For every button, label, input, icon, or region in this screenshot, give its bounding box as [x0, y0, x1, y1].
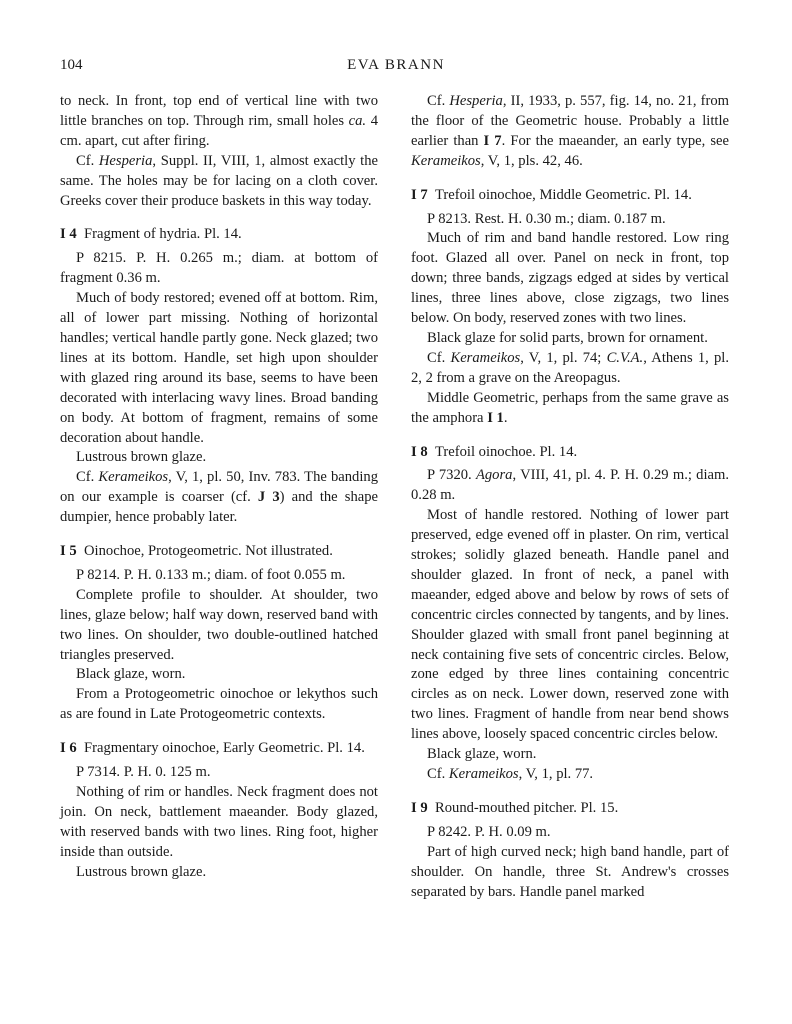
- entry-measurements: P 7314. P. H. 0. 125 m.: [76, 764, 211, 781]
- catalog-entry-i4: [60, 225, 378, 528]
- entry-title: Fragmentary oinochoe, Early Geometric. Pl. 14.: [84, 740, 365, 757]
- entry-description: Most of handle restored. Nothing of lower part preserved, edge evened off in plaster. On rim, vertical strokes; solidly glazed beneath. Handle panel and shoulder glazed. In front of neck, a panel with maeander, edged above and below by rows of sets of concentric circles connected by tangents, and by lines. Shoulder glazed with small front panel beginning at neck containing five sets of concentric circles. Below, zone edged by three lines containing concentric circles as on neck. Lower down, reserved zone with two lines. Fragment of handle from near bend shows lines above, loosely spaced concentric circles below.: [411, 507, 729, 743]
- entry-description: Much of body restored; evened off at bottom. Rim, all of lower part missing. Nothing of horizontal handles; vertical handle partly gone. Neck glazed; two lines at its bottom. Handle, set high upon shoulder with glazed ring around its base, seems to have been decorated with interlacing wavy lines. Broad banding on body. At bottom of fragment, remains of some decoration about handle.: [60, 290, 378, 446]
- entry-measurements: P 8213. Rest. H. 0.30 m.; diam. 0.187 m.: [427, 210, 666, 227]
- entry-comparanda: From a Protogeometric oinochoe or lekythos such as are found in Late Protogeometric contexts.: [60, 686, 378, 723]
- entry-glaze: Lustrous brown glaze.: [76, 449, 207, 466]
- entry-id: I 5: [60, 543, 77, 560]
- continued-paragraph-cf: Cf. Hesperia, Suppl. II, VIII, 1, almost exactly the same. The holes may be for lacing on a cloth cover. Greeks cover their produce baskets in this way today.: [60, 152, 378, 209]
- entry-id: I 6: [60, 740, 77, 757]
- catalog-entry-i8: [411, 443, 729, 785]
- right-column: [411, 92, 729, 902]
- entry-id: I 9: [411, 799, 428, 816]
- entry-glaze: Lustrous brown glaze.: [76, 863, 207, 880]
- entry-id: I 7: [411, 186, 428, 203]
- entry-title: Trefoil oinochoe. Pl. 14.: [435, 443, 578, 460]
- entry-title: Oinochoe, Protogeometric. Not illustrated.: [84, 543, 333, 560]
- page-number: 104: [60, 57, 83, 73]
- entry-glaze: Black glaze, worn.: [427, 746, 537, 763]
- entry-id: I 4: [60, 226, 77, 243]
- entry-dating: Middle Geometric, perhaps from the same grave as the amphora I 1.: [411, 389, 729, 426]
- entry-description: Much of rim and band handle restored. Low ring foot. Glazed all over. Panel on neck in front, top down; three bands, zigzags edged at sides by vertical lines, three lines above, close zigzags, two lines below. On body, reserved zones with two lines.: [411, 230, 729, 327]
- entry-title: Round-mouthed pitcher. Pl. 15.: [435, 799, 619, 816]
- catalog-entry-i9: [411, 799, 729, 903]
- entry-measurements: P 8215. P. H. 0.265 m.; diam. at bottom of fragment 0.36 m.: [60, 250, 378, 287]
- continued-paragraph: to neck. In front, top end of vertical line with two little branches on top. Through rim, small holes ca. 4 cm. apart, cut after firing.: [60, 93, 378, 149]
- entry-description: Part of high curved neck; high band handle, part of shoulder. On handle, three St. Andrew's crosses separated by bars. Handle panel marked: [411, 843, 729, 900]
- entry-id: I 8: [411, 443, 428, 460]
- entry-description: Nothing of rim or handles. Neck fragment does not join. On neck, battlement maeander. Body glazed, with reserved bands with two lines. Ring foot, higher inside than outside.: [60, 784, 378, 860]
- running-title: EVA BRANN: [347, 57, 445, 73]
- catalog-entry-i6: [60, 739, 378, 882]
- entry-glaze: Black glaze, worn.: [76, 666, 186, 683]
- entry-measurements: P 8242. P. H. 0.09 m.: [427, 823, 551, 840]
- entry-measurements: P 7320. Agora, VIII, 41, pl. 4. P. H. 0.29 m.; diam. 0.28 m.: [411, 467, 729, 504]
- entry-comparanda: Cf. Kerameikos, V, 1, pl. 74; C.V.A., Athens 1, pl. 2, 2 from a grave on the Areopagus.: [411, 349, 730, 386]
- catalog-entry-i7: [411, 186, 729, 429]
- left-column: [60, 92, 378, 883]
- entry-comparanda: Cf. Kerameikos, V, 1, pl. 50, Inv. 783. The banding on our example is coarser (cf. J 3) and the shape dumpier, hence probably later.: [60, 469, 378, 526]
- catalog-entry-i5: [60, 542, 378, 725]
- continued-paragraph: Cf. Hesperia, II, 1933, p. 557, fig. 14, no. 21, from the floor of the Geometric house. Probably a little earlier than I 7. For the maeander, an early type, see Kerameikos, V, 1, pls. 42, 46.: [411, 93, 730, 169]
- entry-comparanda: Cf. Kerameikos, V, 1, pl. 77.: [427, 766, 594, 782]
- entry-description: Complete profile to shoulder. At shoulder, two lines, glaze below; half way down, reserved band with two lines. On shoulder, two double-outlined hatched triangles preserved.: [60, 586, 378, 663]
- entry-title: Trefoil oinochoe, Middle Geometric. Pl. 14.: [435, 186, 692, 203]
- entry-measurements: P 8214. P. H. 0.133 m.; diam. of foot 0.055 m.: [76, 566, 346, 583]
- entry-title: Fragment of hydria. Pl. 14.: [84, 226, 242, 243]
- entry-glaze: Black glaze for solid parts, brown for ornament.: [427, 329, 708, 346]
